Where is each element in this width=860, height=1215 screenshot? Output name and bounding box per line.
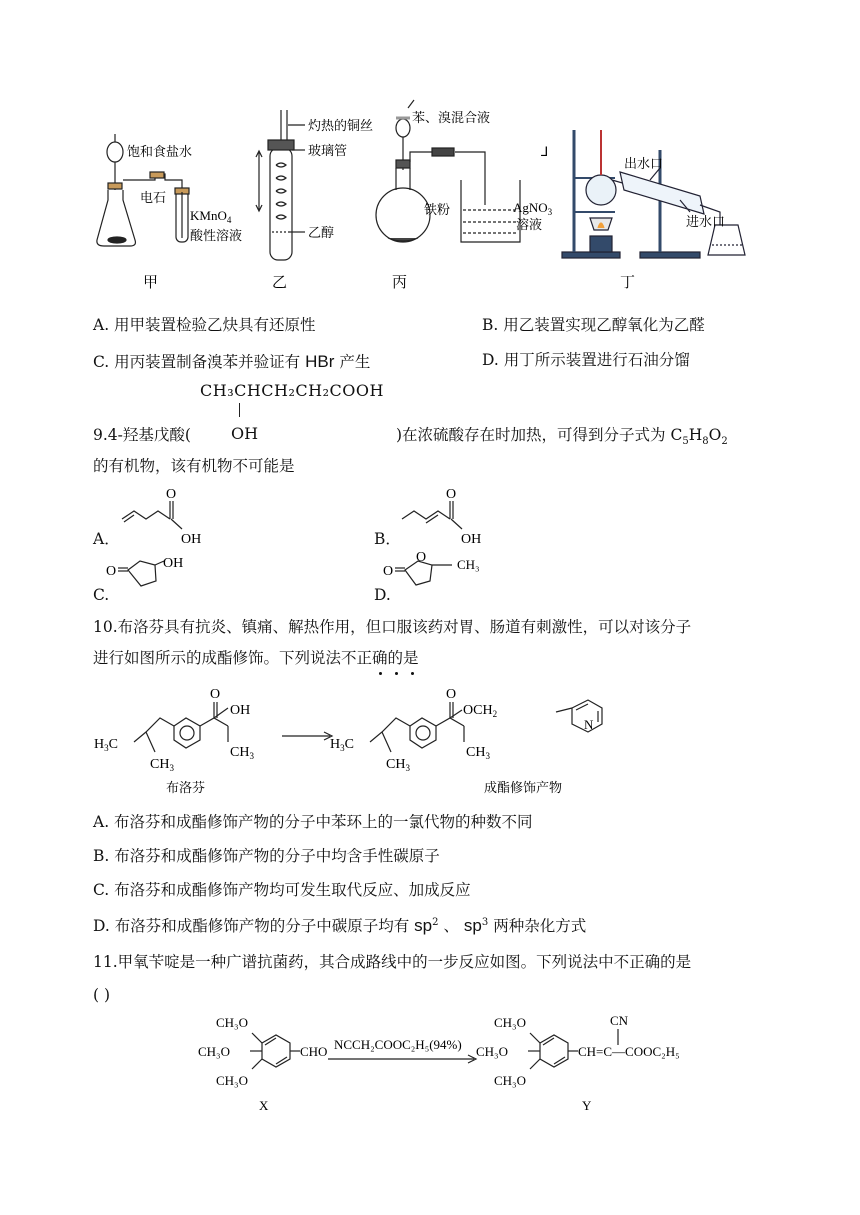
jia-label-reagent-2: 酸性溶液	[190, 228, 243, 243]
q9-o: O	[708, 426, 722, 444]
q9-sub-5: 5	[682, 436, 689, 448]
q9-option-d-label: D.	[374, 586, 391, 604]
apparatus-ding	[562, 130, 745, 258]
q8-option-c-post: 产生	[339, 353, 371, 371]
q8-option-d: D. 用丁所示装置进行石油分馏	[482, 351, 690, 369]
q11-x-cho: CHO	[300, 1044, 328, 1059]
q10-mol2-och2: $OCH_2$	[463, 703, 498, 719]
q10-option-d-pre: D. 布洛芬和成酯修饰产物的分子中碳原子均有	[93, 917, 410, 935]
q10-mol2-h3c: $H_3C$	[330, 737, 354, 753]
q9-stem-post-text: )在浓硫酸存在时加热，可得到分子式为 C	[396, 426, 683, 444]
q9-c-oh: OH	[163, 556, 184, 571]
q10-option-d-sp3: sp	[463, 916, 482, 935]
q10-reaction	[0, 680, 860, 800]
q9-line2: 的有机物，该有机物不可能是	[93, 457, 295, 475]
q9-structures	[0, 485, 860, 605]
apparatus-yi	[256, 110, 305, 260]
ding-bracket-mark: ⅃	[541, 144, 549, 159]
q10-mol1-h3c: $H_3C$	[94, 737, 118, 753]
q9-d-ring-o: O	[416, 550, 427, 565]
q11-x-och3-top: CH₃O	[216, 1015, 248, 1030]
q11-x-och3-mid: CH₃O	[198, 1044, 230, 1059]
yi-label-liquid: 乙醇	[308, 225, 335, 240]
q10-mol1-o: O	[210, 687, 221, 702]
q9-stem-post	[396, 428, 728, 447]
q11-y-tail: CH=C—COOC₂H₅	[578, 1044, 680, 1059]
q10-line1: 10.布洛芬具有抗炎、镇痛、解热作用，但口服该药对胃、肠道有刺激性，可以对该分子	[93, 618, 692, 636]
q11-line2: ( )	[93, 986, 111, 1004]
q11-x-och3-bot: CH₃O	[216, 1073, 248, 1088]
q11-y-cn: CN	[610, 1013, 629, 1028]
bing-label-iron: 铁粉	[424, 202, 451, 217]
q11-reagent: NCCH₂COOC₂H₅(94%)	[334, 1037, 462, 1052]
emphasis-dot	[395, 672, 398, 675]
q10-option-b: B. 布洛芬和成酯修饰产物的分子中均含手性碳原子	[93, 847, 440, 865]
q9-d-ch3: CH₃	[457, 557, 480, 572]
q8-option-c-hbr: HBr	[305, 352, 335, 371]
q10-option-d-mid: 、	[443, 917, 459, 935]
bing-label-funnel: 苯、溴混合液	[412, 110, 491, 125]
q8-option-a: A. 用甲装置检验乙炔具有还原性	[93, 316, 316, 334]
q10-option-c: C. 布洛芬和成酯修饰产物均可发生取代反应、加成反应	[93, 881, 471, 899]
q10-line2	[93, 651, 419, 667]
q10-option-a: A. 布洛芬和成酯修饰产物的分子中苯环上的一氯代物的种数不同	[93, 813, 533, 831]
q9-a-oh: OH	[181, 532, 202, 547]
q9-d-o: O	[383, 564, 394, 579]
q8-option-b: B. 用乙装置实现乙醇氧化为乙醛	[482, 316, 705, 334]
q10-option-d-sp2: sp	[414, 916, 433, 935]
q10-mol2-ch3-a: $CH_3$	[466, 745, 490, 761]
yi-caption: 乙	[272, 275, 288, 291]
q10-option-d-sup2: 2	[432, 916, 439, 928]
jia-caption: 甲	[143, 275, 159, 291]
jia-label-funnel: 饱和食盐水	[127, 144, 193, 159]
bing-label-agno3-2: 溶液	[516, 217, 543, 232]
bing-caption: 丙	[392, 275, 408, 291]
q11-line1: 11.甲氧苄啶是一种广谱抗菌药，其合成路线中的一步反应如图。下列说法中不正确的是	[93, 953, 692, 971]
q10-option-d-post: 两种杂化方式	[493, 917, 587, 935]
q10-mol1-ch3-b: $CH_3$	[150, 757, 174, 773]
q11-label-x: X	[259, 1098, 269, 1113]
q9-stem-pre: 9.4-羟基戊酸(	[93, 426, 191, 444]
q11-label-y: Y	[582, 1098, 592, 1113]
q10-mol1-name: 布洛芬	[166, 780, 206, 795]
q11-y-och3-mid: CH₃O	[476, 1044, 508, 1059]
q10-mol2-o: O	[446, 687, 457, 702]
q11-reaction	[0, 1005, 860, 1115]
q10-option-d	[93, 917, 586, 935]
q9-formula-top: CH₃CHCH₂CH₂COOH	[200, 381, 384, 400]
q10-mol2-ch3-b: $CH_3$	[386, 757, 410, 773]
q9-a-o: O	[166, 487, 177, 502]
q9-b-o: O	[446, 487, 457, 502]
q9-b-oh: OH	[461, 532, 482, 547]
q10-line2-emph: 不正确	[341, 649, 388, 667]
jia-label-stone: 电石	[140, 190, 167, 205]
jia-label-reagent: KMnO$_4$	[190, 208, 232, 225]
q8-option-c	[93, 353, 370, 371]
yi-label-tube: 玻璃管	[308, 143, 348, 158]
q9-option-b-label: B．	[374, 530, 401, 548]
q10-mol2-name: 成酯修饰产物	[484, 780, 563, 795]
ding-label-out: 出水口	[624, 156, 664, 171]
apparatus-figure	[0, 0, 860, 300]
emphasis-dot	[379, 672, 382, 675]
emphasis-dot	[411, 672, 414, 675]
q10-line2-post: 的是	[387, 649, 419, 667]
q10-mol1-ch3-a: $CH_3$	[230, 745, 254, 761]
q9-c-o: O	[106, 564, 117, 579]
q11-y-och3-bot: CH₃O	[494, 1073, 526, 1088]
q9-sub-8: 8	[702, 436, 709, 448]
q10-line2-pre: 进行如图所示的成酯修饰。下列说法	[93, 649, 342, 667]
bing-label-agno3: AgNO$_3$	[513, 200, 553, 217]
q10-option-d-sup3: 3	[481, 916, 489, 928]
q10-mol2-n: N	[584, 717, 594, 732]
q9-formula-oh: OH	[231, 424, 259, 443]
q9-formula-bond	[239, 403, 240, 417]
ding-label-in: 进水口	[686, 214, 726, 229]
q9-h: H	[688, 426, 703, 444]
yi-label-wire: 灼热的铜丝	[308, 118, 374, 133]
q9-sub-2: 2	[721, 436, 728, 448]
q9-option-c-label: C.	[93, 586, 110, 604]
ding-caption: 丁	[620, 275, 636, 291]
q10-mol1-oh: OH	[230, 703, 251, 718]
q11-y-och3-top: CH₃O	[494, 1015, 526, 1030]
q9-option-a-label: A．	[93, 530, 120, 548]
q8-option-c-pre: C. 用丙装置制备溴苯并验证有	[93, 353, 301, 371]
